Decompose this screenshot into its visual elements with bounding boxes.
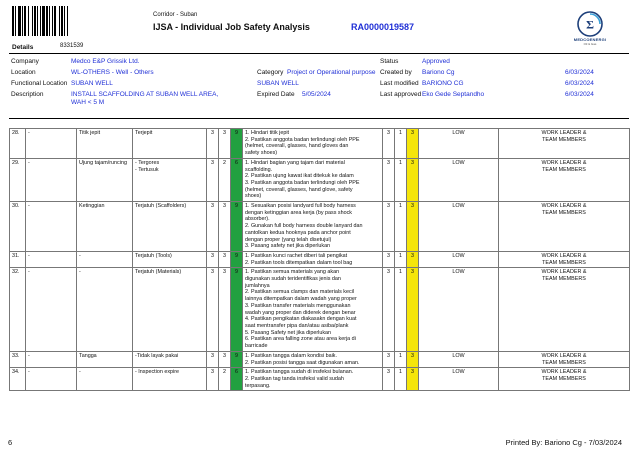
last-approved-value: Eko Gede Septandho — [422, 91, 485, 98]
row-number: 33. — [10, 351, 26, 367]
likelihood-cell: 2 — [219, 368, 231, 391]
logo-tagline: Oil & Gas — [583, 42, 597, 46]
residual-severity-cell: 3 — [383, 368, 395, 391]
controls-cell — [243, 351, 383, 367]
severity-cell: 3 — [207, 202, 219, 252]
hazard-cell: Titik jepit — [77, 129, 133, 159]
control-line: 3. Pasang safety net jika diperlukan — [245, 243, 331, 250]
job-step-cell: - — [26, 368, 77, 391]
hazard-table — [9, 128, 630, 391]
control-line: 2. Pastikan tag tanda insfeksi valid sudah — [245, 375, 344, 382]
table-row — [10, 351, 630, 367]
initial-risk-score: 9 — [231, 129, 243, 159]
responsible-line: TEAM MEMBERS — [542, 276, 586, 283]
row-number: 28. — [10, 129, 26, 159]
residual-likelihood-cell: 1 — [395, 158, 407, 201]
responsible-line: TEAM MEMBERS — [542, 359, 586, 366]
control-line: wadah yang proper dan diderek dengan benar — [245, 309, 356, 316]
risk-level-cell: LOW — [419, 351, 499, 367]
control-line: 2. Pastikan tools ditempatkan dalam tool bag — [245, 259, 353, 266]
likelihood-cell: 3 — [219, 351, 231, 367]
residual-likelihood-cell: 1 — [395, 202, 407, 252]
initial-risk-score: 6 — [231, 368, 243, 391]
responsible-line: WORK LEADER & — [541, 269, 587, 276]
responsible-line: TEAM MEMBERS — [542, 259, 586, 266]
risk-level-cell: LOW — [419, 158, 499, 201]
control-line: dengan proper (yang telah disetujui) — [245, 236, 332, 243]
initial-risk-score: 9 — [231, 251, 243, 267]
hazard-cell: Ujung tajam/runcing — [77, 158, 133, 201]
controls-cell — [243, 268, 383, 351]
svg-text:Σ: Σ — [586, 17, 594, 32]
responsible-line: WORK LEADER & — [541, 159, 587, 166]
responsible-line: WORK LEADER & — [541, 130, 587, 136]
controls-cell — [243, 129, 383, 159]
description-value-line1: INSTALL SCAFFOLDING AT SUBAN WELL AREA, — [71, 91, 219, 98]
control-line: 3. Pastikan anggota badan terlindungi oleh PPE — [245, 179, 360, 186]
hazard-cell: - — [77, 268, 133, 351]
residual-likelihood-cell: 1 — [395, 351, 407, 367]
controls-cell — [243, 202, 383, 252]
control-line: 1. Sesuaikan posisi landyard full body harness — [245, 203, 356, 210]
risk-level-cell: LOW — [419, 202, 499, 252]
control-line: digunakan sudah teridentifikas jenis dan — [245, 276, 341, 283]
initial-risk-score: 9 — [231, 351, 243, 367]
risk-level-cell: LOW — [419, 129, 499, 159]
risk-cell: Terjepit — [133, 129, 207, 159]
risk-cell: -Tidak layak pakai — [133, 351, 207, 367]
likelihood-cell: 2 — [219, 158, 231, 201]
job-step-cell: - — [26, 251, 77, 267]
residual-severity-cell: 3 — [383, 351, 395, 367]
hazard-cell: - — [77, 368, 133, 391]
table-row — [10, 202, 630, 252]
last-modified-label: Last modified — [380, 80, 419, 87]
control-line: 2. Pastikan semua clamps dan materials kecil — [245, 289, 355, 296]
control-line: (helmet, coverall, glasses, hand glove, safety — [245, 186, 353, 193]
functional-location-secondary: SUBAN WELL — [257, 80, 299, 87]
residual-risk-score: 3 — [407, 368, 419, 391]
likelihood-cell: 3 — [219, 268, 231, 351]
company-label: Company — [11, 58, 39, 65]
control-line: barricade — [245, 343, 268, 350]
residual-risk-score: 3 — [407, 351, 419, 367]
control-line: saat mentransfer pipa dan/atau asiba/plank — [245, 322, 349, 329]
residual-likelihood-cell: 1 — [395, 268, 407, 351]
risk-level-cell: LOW — [419, 368, 499, 391]
initial-risk-score: 9 — [231, 268, 243, 351]
likelihood-cell: 3 — [219, 129, 231, 159]
control-line: scaffolding. — [245, 166, 273, 173]
last-approved-date: 6/03/2024 — [565, 91, 594, 98]
responsible-line: WORK LEADER & — [541, 352, 587, 359]
control-line: 2. Pastikan anggota badan terlindungi oleh PPE — [245, 136, 360, 143]
created-by-label: Created by — [380, 69, 412, 76]
risk-level-cell: LOW — [419, 268, 499, 351]
severity-cell: 3 — [207, 368, 219, 391]
risk-level-cell: LOW — [419, 251, 499, 267]
table-row — [10, 251, 630, 267]
residual-risk-score: 3 — [407, 268, 419, 351]
control-line: 1. Hindari bagian yang tajam dari material — [245, 159, 345, 166]
description-value-line2: WAH < 5 M — [71, 99, 105, 106]
control-line: 1. Hindari titik jepit — [245, 130, 290, 136]
initial-risk-score: 9 — [231, 202, 243, 252]
responsible-cell — [499, 158, 630, 201]
document-title: IJSA - Individual Job Safety Analysis — [153, 22, 310, 32]
residual-severity-cell: 3 — [383, 268, 395, 351]
residual-risk-score: 3 — [407, 202, 419, 252]
risk-cell: Terjatuh (Tools) — [133, 251, 207, 267]
control-line: 2. Pastikan ujung kawat ikat ditekuk ke dalam — [245, 173, 354, 180]
likelihood-cell: 3 — [219, 251, 231, 267]
printed-by: Printed By: Bariono Cg - 7/03/2024 — [505, 438, 622, 447]
control-line: cantolkan kedua hooknya pada anchor point — [245, 229, 351, 236]
control-line: dengan ketinggian area kerja (by pass shock — [245, 209, 352, 216]
responsible-line: TEAM MEMBERS — [542, 209, 586, 216]
responsible-line: TEAM MEMBERS — [542, 375, 586, 382]
job-step-cell: - — [26, 129, 77, 159]
control-line: 1. Pastikan tangga sudah di insfeksi bulanan. — [245, 369, 354, 376]
job-step-cell: - — [26, 351, 77, 367]
category-value: Project or Operational purpose — [287, 69, 376, 76]
job-step-cell: - — [26, 158, 77, 201]
status-label: Status — [380, 58, 399, 65]
residual-severity-cell: 3 — [383, 251, 395, 267]
table-row — [10, 158, 630, 201]
severity-cell: 3 — [207, 251, 219, 267]
controls-cell — [243, 368, 383, 391]
control-line: terpasang. — [245, 382, 271, 389]
row-number: 34. — [10, 368, 26, 391]
control-line: jumlahnya — [245, 282, 270, 289]
control-line: 2. Gunakan full body harness double lanyard dan — [245, 223, 363, 230]
severity-cell: 3 — [207, 268, 219, 351]
residual-likelihood-cell: 1 — [395, 368, 407, 391]
responsible-line: WORK LEADER & — [541, 252, 587, 259]
row-number: 31. — [10, 251, 26, 267]
table-row — [10, 368, 630, 391]
risk-cell: Terjatuh (Materials) — [133, 268, 207, 351]
responsible-cell — [499, 251, 630, 267]
control-line: 1. Pastikan semua materials yang akan — [245, 269, 340, 276]
barcode-bar — [68, 6, 71, 36]
row-number: 32. — [10, 268, 26, 351]
last-approved-label: Last approved — [380, 91, 422, 98]
row-number: 30. — [10, 202, 26, 252]
location-label: Location — [11, 69, 36, 76]
category-label: Category — [257, 69, 284, 76]
responsible-cell — [499, 351, 630, 367]
control-line: 2. Pastikan posisi tangga saat digunakan aman. — [245, 359, 360, 366]
control-line: lainnya ditempatkan dalam wadah yang proper — [245, 296, 357, 303]
responsible-cell — [499, 129, 630, 159]
residual-risk-score: 3 — [407, 158, 419, 201]
hazard-cell: - — [77, 251, 133, 267]
functional-location-label: Functional Location — [11, 80, 68, 87]
residual-likelihood-cell: 1 — [395, 129, 407, 159]
page-number: 6 — [8, 438, 13, 447]
hazard-cell: Ketinggian — [77, 202, 133, 252]
initial-risk-score: 6 — [231, 158, 243, 201]
functional-location-value: SUBAN WELL — [71, 80, 113, 87]
responsible-line: WORK LEADER & — [541, 203, 587, 210]
control-line: (helmet, coverall, glasses, hand gloves dan — [245, 143, 349, 150]
details-value: 8331539 — [60, 43, 84, 49]
residual-likelihood-cell: 1 — [395, 251, 407, 267]
severity-cell: 3 — [207, 158, 219, 201]
details-label: Details — [12, 44, 34, 51]
control-line: 1. Pastikan kunci rachet diberi tali pengikat — [245, 252, 348, 259]
risk-cell: - Inspection expire — [133, 368, 207, 391]
expired-date-label: Expired Date — [257, 91, 295, 98]
company-value: Medco E&P Grissik Ltd. — [71, 58, 140, 65]
control-line: 1. Pastikan tangga dalam kondisi baik. — [245, 352, 337, 359]
barcode — [12, 6, 86, 36]
row-number: 29. — [10, 158, 26, 201]
control-line: 5. Pasang Safety net jika diperlukan — [245, 329, 332, 336]
expired-date-value: 5/05/2024 — [302, 91, 331, 98]
created-by-value: Bariono Cg — [422, 69, 455, 76]
likelihood-cell: 3 — [219, 202, 231, 252]
logo-name: MEDCOENERGI — [573, 37, 607, 42]
table-row — [10, 268, 630, 351]
control-line: absorber). — [245, 216, 270, 223]
responsible-line: WORK LEADER & — [541, 369, 587, 376]
risk-cell: Terjatuh (Scaffolders) — [133, 202, 207, 252]
control-line: shoes) — [245, 193, 262, 200]
status-value: Approved — [422, 58, 450, 65]
risk-cell: - Tergores - Tertusuk — [133, 158, 207, 201]
last-modified-date: 6/03/2024 — [565, 80, 594, 87]
severity-cell: 3 — [207, 129, 219, 159]
control-line: 4. Pastikan pengikatan diakasakn dengan kuat — [245, 316, 357, 323]
created-date: 6/03/2024 — [565, 69, 594, 76]
table-row — [10, 129, 630, 159]
hazard-cell: Tangga — [77, 351, 133, 367]
job-info-panel — [9, 53, 629, 119]
responsible-cell — [499, 268, 630, 351]
corridor-label: Corridor - Suban — [153, 12, 198, 18]
controls-cell — [243, 251, 383, 267]
responsible-line: TEAM MEMBERS — [542, 136, 586, 143]
severity-cell: 3 — [207, 351, 219, 367]
job-step-cell: - — [26, 268, 77, 351]
responsible-cell — [499, 202, 630, 252]
responsible-line: TEAM MEMBERS — [542, 166, 586, 173]
residual-severity-cell: 3 — [383, 202, 395, 252]
control-line: 6. Pastikan area falling zone atau area kerja di — [245, 336, 356, 343]
responsible-cell — [499, 368, 630, 391]
description-label: Description — [11, 91, 44, 98]
controls-cell — [243, 158, 383, 201]
residual-severity-cell: 3 — [383, 158, 395, 201]
control-line: 3. Pastikan transfer materials menggunakan — [245, 302, 351, 309]
residual-severity-cell: 3 — [383, 129, 395, 159]
job-step-cell: - — [26, 202, 77, 252]
last-modified-value: BARIONO CG — [422, 80, 464, 87]
location-value: WL-OTHERS - Well - Others — [71, 69, 154, 76]
control-line: safety shoes) — [245, 150, 278, 157]
residual-risk-score: 3 — [407, 251, 419, 267]
residual-risk-score: 3 — [407, 129, 419, 159]
document-number: RA0000019587 — [351, 22, 415, 32]
